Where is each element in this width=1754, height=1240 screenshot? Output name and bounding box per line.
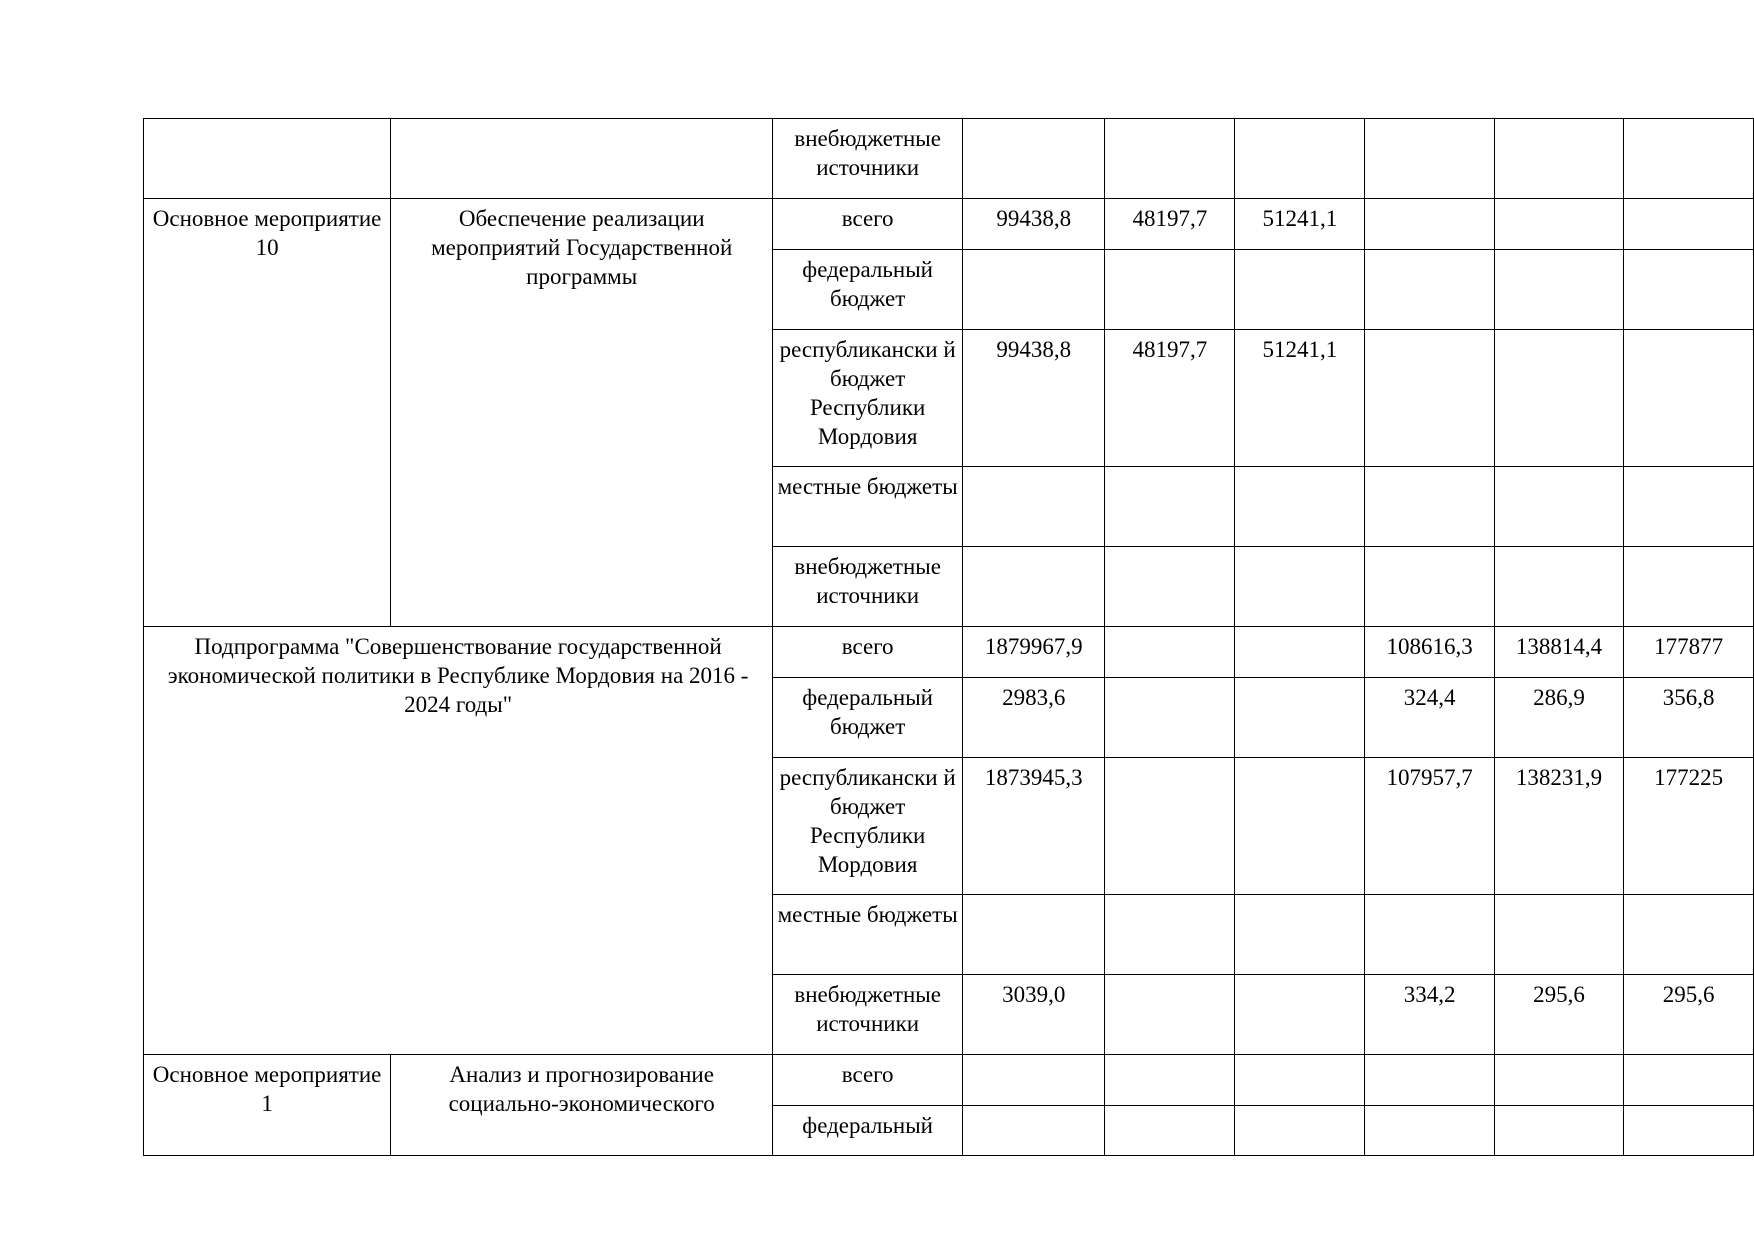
status-cell: Основное мероприятие 1 xyxy=(144,1055,391,1156)
value-cell xyxy=(963,467,1105,547)
value-cell xyxy=(1105,119,1235,199)
source-cell: республикански й бюджет Республики Мордовия xyxy=(773,758,963,895)
source-cell: внебюджетные источники xyxy=(773,547,963,627)
source-cell: республикански й бюджет Республики Мордовия xyxy=(773,330,963,467)
source-cell: федеральный xyxy=(773,1106,963,1156)
source-cell: всего xyxy=(773,627,963,678)
value-cell: 108616,3 xyxy=(1365,627,1494,678)
value-cell xyxy=(1235,1106,1365,1156)
value-cell xyxy=(1624,547,1754,627)
value-cell xyxy=(1105,467,1235,547)
value-cell xyxy=(1624,250,1754,330)
value-cell: 334,2 xyxy=(1365,975,1494,1055)
value-cell xyxy=(1365,119,1494,199)
value-cell: 48197,7 xyxy=(1105,330,1235,467)
value-cell xyxy=(1235,119,1365,199)
source-cell: местные бюджеты xyxy=(773,895,963,975)
value-cell xyxy=(1235,250,1365,330)
source-cell: федеральный бюджет xyxy=(773,250,963,330)
value-cell xyxy=(1235,467,1365,547)
source-cell: всего xyxy=(773,1055,963,1106)
value-cell xyxy=(1365,1106,1494,1156)
name-cell-empty xyxy=(391,119,773,199)
value-cell: 295,6 xyxy=(1494,975,1623,1055)
value-cell: 324,4 xyxy=(1365,678,1494,758)
value-cell xyxy=(1235,758,1365,895)
value-cell xyxy=(963,119,1105,199)
value-cell xyxy=(1494,330,1623,467)
value-cell xyxy=(1624,330,1754,467)
source-cell: федеральный бюджет xyxy=(773,678,963,758)
value-cell xyxy=(963,895,1105,975)
value-cell xyxy=(963,1106,1105,1156)
value-cell xyxy=(1235,895,1365,975)
value-cell: 51241,1 xyxy=(1235,330,1365,467)
value-cell xyxy=(1494,895,1623,975)
value-cell xyxy=(1105,1055,1235,1106)
status-cell-empty xyxy=(144,119,391,199)
value-cell: 3039,0 xyxy=(963,975,1105,1055)
value-cell: 177877 xyxy=(1624,627,1754,678)
financing-table xyxy=(143,118,1754,1156)
value-cell xyxy=(1365,547,1494,627)
value-cell xyxy=(963,1055,1105,1106)
value-cell xyxy=(1365,467,1494,547)
value-cell xyxy=(1365,1055,1494,1106)
value-cell: 107957,7 xyxy=(1365,758,1494,895)
source-cell: всего xyxy=(773,199,963,250)
value-cell xyxy=(1494,199,1623,250)
value-cell xyxy=(1235,547,1365,627)
value-cell: 295,6 xyxy=(1624,975,1754,1055)
name-cell: Обеспечение реализации мероприятий Государственной программы xyxy=(391,199,773,627)
value-cell xyxy=(1494,119,1623,199)
value-cell: 177225 xyxy=(1624,758,1754,895)
value-cell xyxy=(963,250,1105,330)
value-cell xyxy=(1494,547,1623,627)
value-cell xyxy=(1235,627,1365,678)
value-cell xyxy=(1494,467,1623,547)
value-cell xyxy=(1494,1106,1623,1156)
value-cell xyxy=(1494,250,1623,330)
value-cell xyxy=(1624,119,1754,199)
value-cell xyxy=(1105,627,1235,678)
value-cell xyxy=(1624,199,1754,250)
value-cell xyxy=(1365,330,1494,467)
value-cell xyxy=(1105,758,1235,895)
subprogram-title-cell: Подпрограмма "Совершенствование государственной экономической политики в Республике Мордовия на 2016 - 2024 годы" xyxy=(144,627,773,1055)
value-cell xyxy=(1365,250,1494,330)
source-cell: внебюджетные источники xyxy=(773,119,963,199)
value-cell xyxy=(1494,1055,1623,1106)
source-cell: местные бюджеты xyxy=(773,467,963,547)
name-cell: Анализ и прогнозирование социально-экономического xyxy=(391,1055,773,1156)
value-cell xyxy=(1105,975,1235,1055)
table-row xyxy=(144,627,1754,678)
table-row xyxy=(144,119,1754,199)
value-cell: 356,8 xyxy=(1624,678,1754,758)
value-cell: 99438,8 xyxy=(963,330,1105,467)
table-row xyxy=(144,199,1754,250)
value-cell: 1879967,9 xyxy=(963,627,1105,678)
value-cell xyxy=(1624,1106,1754,1156)
value-cell: 2983,6 xyxy=(963,678,1105,758)
status-cell: Основное мероприятие 10 xyxy=(144,199,391,627)
value-cell xyxy=(1235,678,1365,758)
value-cell xyxy=(1105,895,1235,975)
value-cell: 51241,1 xyxy=(1235,199,1365,250)
value-cell: 48197,7 xyxy=(1105,199,1235,250)
source-cell: внебюджетные источники xyxy=(773,975,963,1055)
value-cell xyxy=(1105,250,1235,330)
value-cell xyxy=(1624,467,1754,547)
value-cell xyxy=(1235,975,1365,1055)
value-cell: 286,9 xyxy=(1494,678,1623,758)
value-cell xyxy=(1105,1106,1235,1156)
value-cell xyxy=(1624,895,1754,975)
value-cell xyxy=(1105,678,1235,758)
table-row xyxy=(144,1055,1754,1106)
value-cell xyxy=(1105,547,1235,627)
value-cell xyxy=(963,547,1105,627)
value-cell xyxy=(1624,1055,1754,1106)
value-cell xyxy=(1365,199,1494,250)
value-cell xyxy=(1235,1055,1365,1106)
value-cell: 138231,9 xyxy=(1494,758,1623,895)
value-cell: 1873945,3 xyxy=(963,758,1105,895)
value-cell: 138814,4 xyxy=(1494,627,1623,678)
value-cell xyxy=(1365,895,1494,975)
value-cell: 99438,8 xyxy=(963,199,1105,250)
